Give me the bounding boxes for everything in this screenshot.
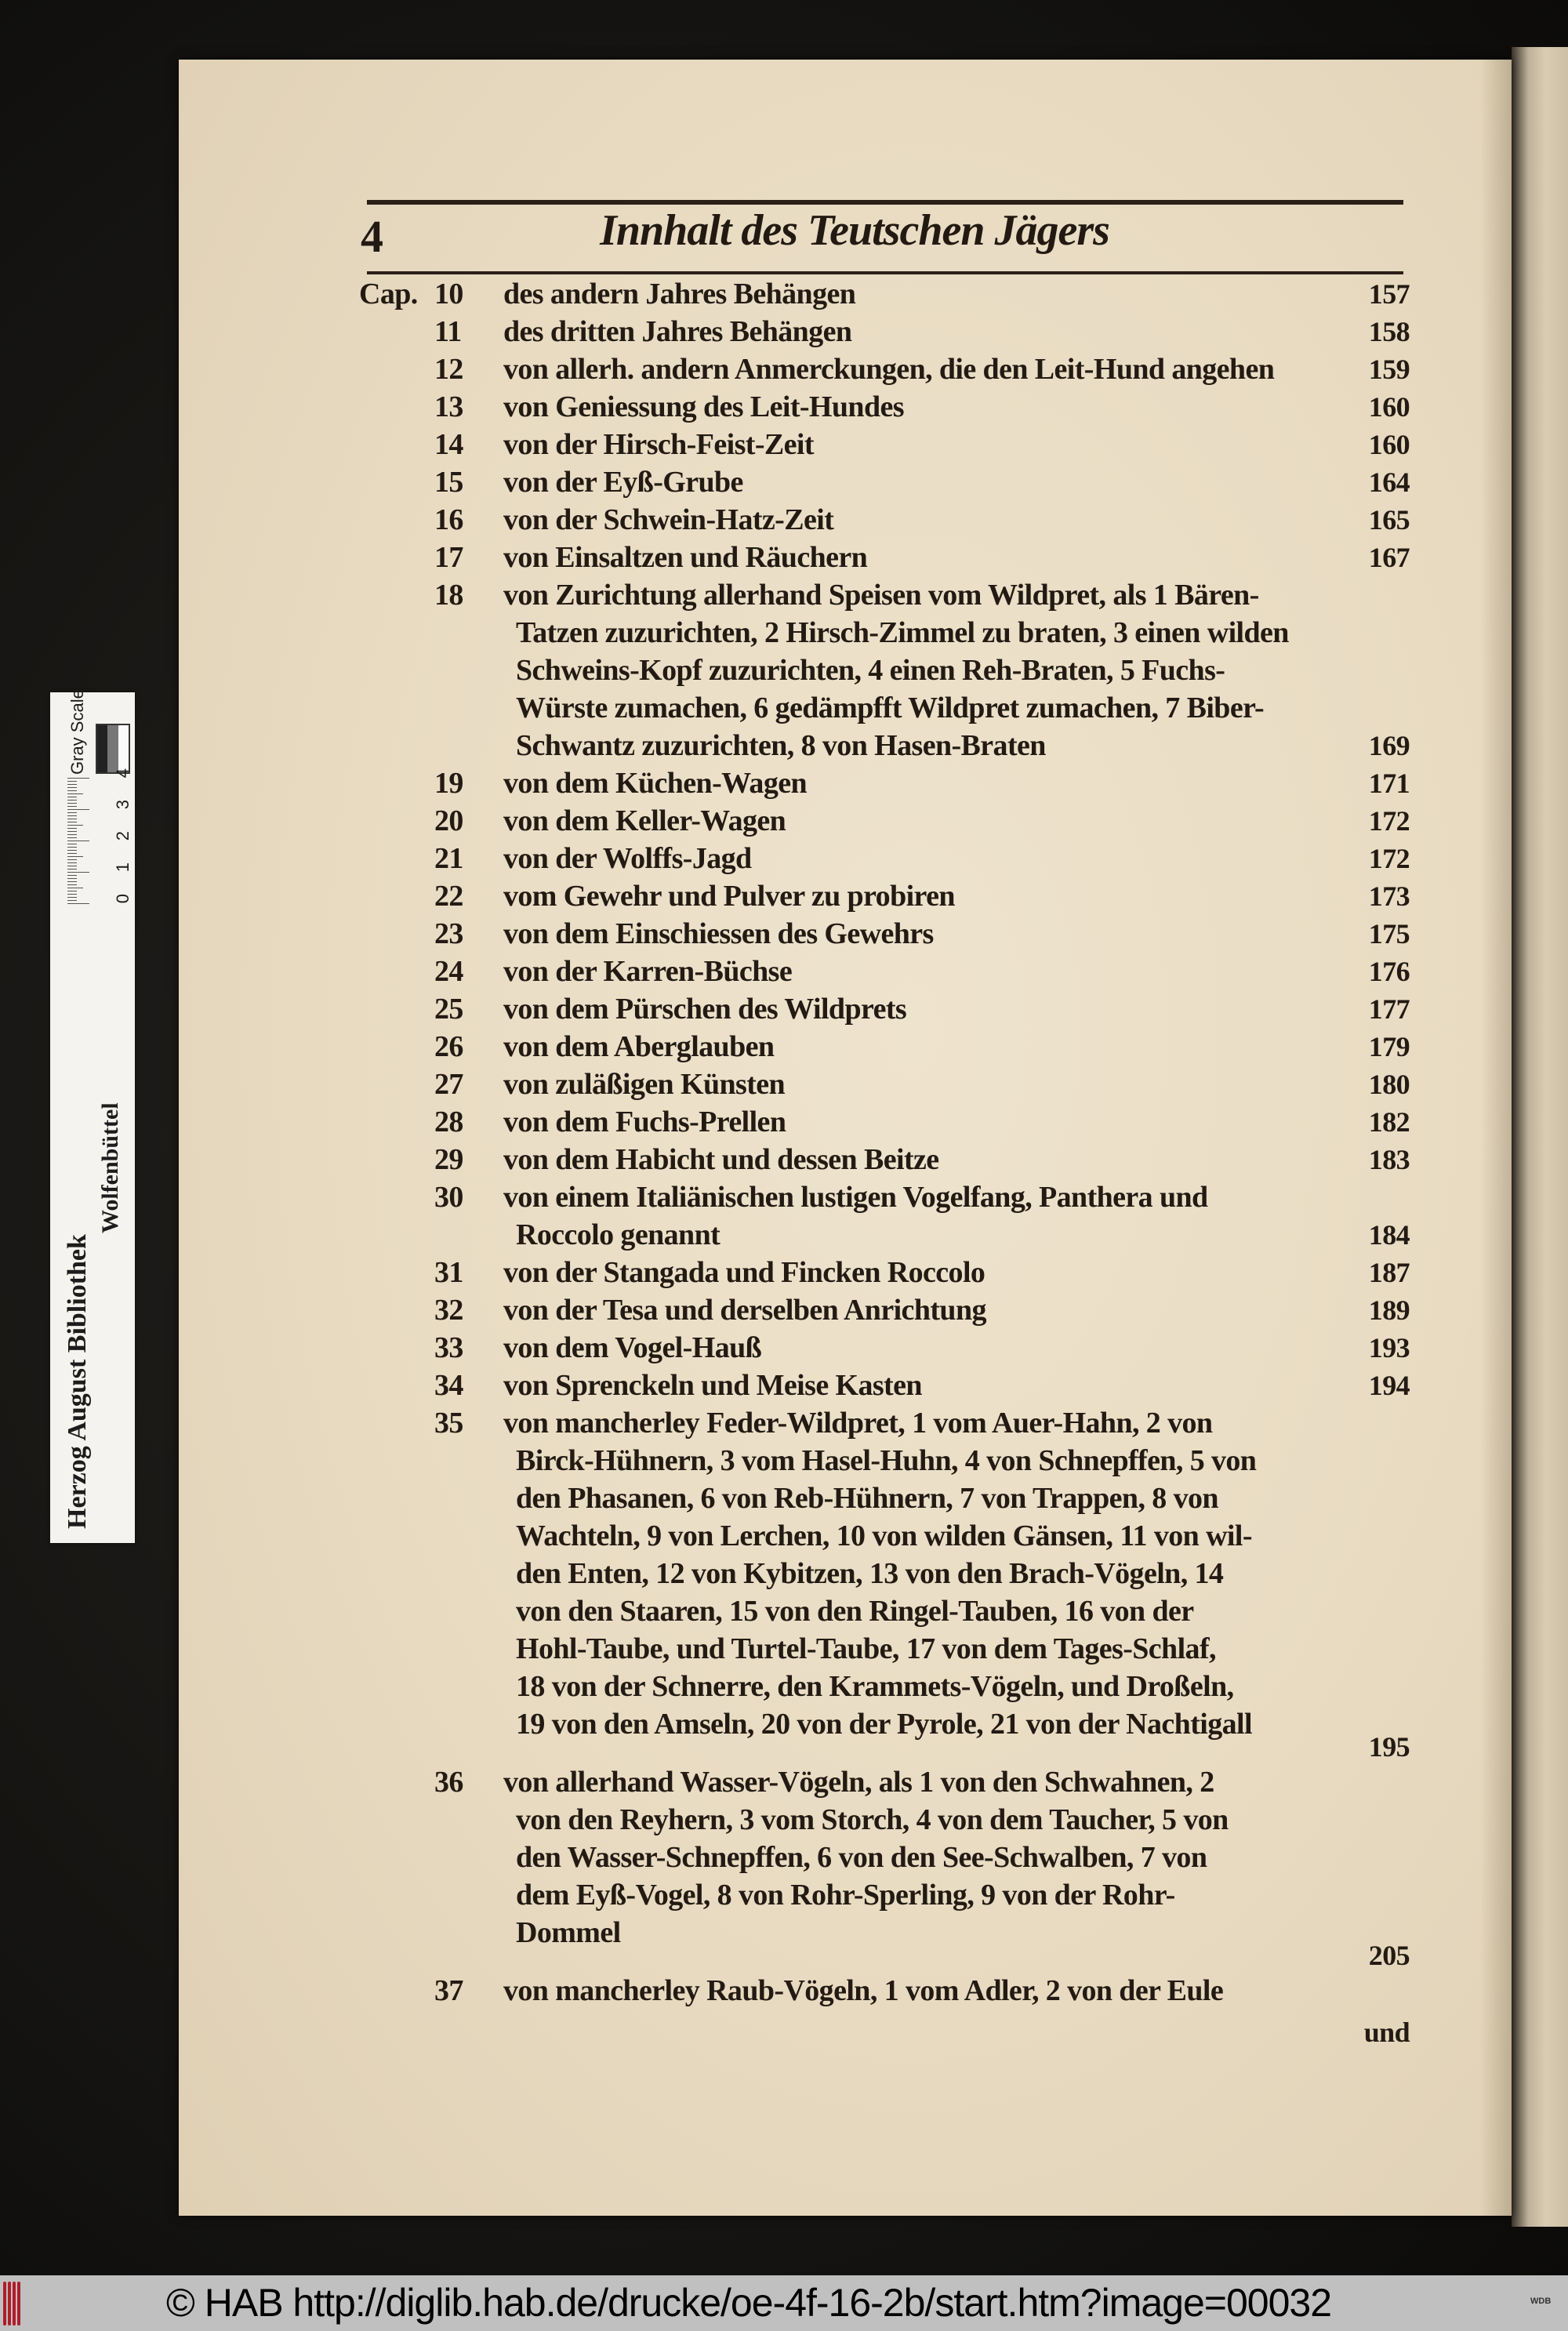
gray-patch-gray [107, 725, 118, 772]
chapter-number: 25 [434, 993, 463, 1026]
chapter-title: von dem Küchen-Wagen [503, 767, 808, 800]
page-reference: 182 [1368, 1106, 1410, 1138]
toc-entry [359, 802, 1410, 840]
page-reference: 195 [1368, 1731, 1410, 1763]
copyright-url[interactable]: © HAB http://diglib.hab.de/drucke/oe-4f-16-2b/start.htm?image=00032 [166, 2281, 1332, 2325]
chapter-title: von dem Habicht und dessen Beitze [503, 1143, 939, 1176]
chapter-number: 33 [434, 1331, 463, 1364]
toc-entry-continuation [359, 1914, 1410, 1952]
page-number: 4 [361, 211, 383, 262]
ruler-tick [67, 894, 77, 895]
toc-entry [359, 1254, 1410, 1291]
ruler-tick [67, 884, 77, 885]
toc-entry [359, 1404, 1410, 1442]
toc-entry [359, 1367, 1410, 1404]
ruler-tick [67, 903, 89, 904]
page-reference: 167 [1368, 542, 1410, 573]
chapter-title: Hohl-Taube, und Turtel-Taube, 17 von dem Tages-Schlaf, [516, 1632, 1216, 1665]
chapter-title: den Wasser-Schnepffen, 6 von den See-Schwalben, 7 von [516, 1841, 1207, 1874]
ruler-tick [67, 856, 83, 857]
ruler-tick [67, 862, 77, 863]
page-reference: 177 [1368, 993, 1410, 1025]
chapter-title: Birck-Hühnern, 3 vom Hasel-Huhn, 4 von Schnepffen, 5 von [516, 1444, 1257, 1477]
toc-entry-continuation [359, 1876, 1410, 1914]
ruler-tick [67, 850, 77, 851]
footer-mark: WDB [1530, 2297, 1552, 2306]
chapter-number: 32 [434, 1294, 463, 1327]
toc-entry-continuation [359, 1839, 1410, 1876]
toc-entry-continuation [359, 1668, 1410, 1705]
chapter-title: von allerh. andern Anmerckungen, die den Leit-Hund angehen [503, 353, 1275, 386]
chapter-title: von Geniessung des Leit-Hundes [503, 390, 904, 423]
toc-entry [359, 1763, 1410, 1801]
page-reference: 159 [1368, 354, 1410, 385]
hab-logo-icon [3, 2282, 20, 2326]
chapter-title: von der Tesa und derselben Anrichtung [503, 1294, 986, 1327]
chapter-number: 30 [434, 1181, 463, 1214]
chapter-number: 37 [434, 1974, 463, 2007]
header-top-rule [367, 200, 1403, 205]
page-reference: 172 [1368, 805, 1410, 837]
toc-entry [359, 313, 1410, 350]
toc-entry [359, 953, 1410, 990]
toc-entry-continuation [359, 689, 1410, 727]
chapter-number: 10 [434, 278, 463, 310]
chapter-title: 19 von den Amseln, 20 von der Pyrole, 21 von der Nachtigall [516, 1708, 1252, 1741]
toc-entry-continuation [359, 1705, 1410, 1743]
page-reference: 194 [1368, 1370, 1410, 1401]
chapter-title: Dommel [516, 1916, 621, 1949]
toc-entry [359, 915, 1410, 953]
ruler-tick [67, 847, 77, 848]
page-reference: 172 [1368, 843, 1410, 874]
chapter-number: 16 [434, 503, 463, 536]
toc-entry [359, 576, 1410, 614]
chapter-number: 11 [434, 315, 462, 348]
chapter-number: 17 [434, 541, 463, 574]
page-reference: 158 [1368, 316, 1410, 347]
toc-entry-continuation [359, 727, 1410, 764]
toc-entry-continuation [359, 1555, 1410, 1592]
toc-entry [359, 1178, 1410, 1216]
chapter-title: von allerhand Wasser-Vögeln, als 1 von den Schwahnen, 2 [503, 1766, 1214, 1799]
catchword-row [359, 2010, 1410, 2055]
toc-entry [359, 275, 1410, 313]
chapter-title: von mancherley Raub-Vögeln, 1 vom Adler, 2 von der Eule [503, 1974, 1224, 2007]
institution-name: Herzog August Bibliothek [63, 1234, 92, 1529]
toc-entry-continuation [359, 1216, 1410, 1254]
ruler-tick [67, 875, 77, 876]
chapter-title: von Sprenckeln und Meise Kasten [503, 1369, 922, 1402]
toc-entry [359, 1066, 1410, 1103]
catchword: und [1363, 2017, 1410, 2048]
toc-entry [359, 840, 1410, 877]
color-scale-card [50, 689, 135, 1543]
chapter-number: 13 [434, 390, 463, 423]
ruler-tick [67, 787, 77, 788]
page-reference: 183 [1368, 1144, 1410, 1175]
chapter-title: des dritten Jahres Behängen [503, 315, 852, 348]
toc-entry [359, 877, 1410, 915]
page-reference: 171 [1368, 768, 1410, 799]
chapter-title: von dem Pürschen des Wildprets [503, 993, 907, 1026]
chapter-title: dem Eyß-Vogel, 8 von Rohr-Sperling, 9 von der Rohr- [516, 1879, 1175, 1912]
chapter-title: von einem Italiänischen lustigen Vogelfang, Panthera und [503, 1181, 1208, 1214]
toc-entry [359, 764, 1410, 802]
page-reference: 193 [1368, 1332, 1410, 1363]
ruler-tick [67, 793, 83, 794]
chapter-title: den Enten, 12 von Kybitzen, 13 von den Brach-Vögeln, 14 [516, 1557, 1224, 1590]
page-reference: 180 [1368, 1069, 1410, 1100]
chapter-number: 23 [434, 917, 463, 950]
chapter-number: 24 [434, 955, 463, 988]
chapter-title: von dem Vogel-Hauß [503, 1331, 762, 1364]
chapter-title: von der Stangada und Fincken Roccolo [503, 1256, 985, 1289]
chapter-title: von Einsaltzen und Räuchern [503, 541, 868, 574]
chapter-title: von den Reyhern, 3 vom Storch, 4 von dem Taucher, 5 von [516, 1803, 1229, 1836]
chapter-title: von dem Fuchs-Prellen [503, 1106, 786, 1138]
toc-entry [359, 1329, 1410, 1367]
toc-entry [359, 350, 1410, 388]
ruler-tick [67, 800, 77, 801]
facing-page-edge [1512, 47, 1568, 2227]
institution-city: Wolfenbüttel [97, 1102, 123, 1233]
ruler-tick [67, 897, 77, 898]
toc-entry-continuation [359, 652, 1410, 689]
chapter-number: 36 [434, 1766, 463, 1799]
ruler-tick [67, 828, 77, 829]
toc-page-reference-row [359, 1940, 1410, 1972]
chapter-number: 26 [434, 1030, 463, 1063]
toc-entry-continuation [359, 1630, 1410, 1668]
toc-entry [359, 990, 1410, 1028]
chapter-title: von der Hirsch-Feist-Zeit [503, 428, 814, 461]
chapter-number: 27 [434, 1068, 463, 1101]
page-reference: 175 [1368, 918, 1410, 949]
chapter-number: 35 [434, 1407, 463, 1440]
page-reference: 176 [1368, 956, 1410, 987]
chapter-number: 20 [434, 804, 463, 837]
page-reference: 164 [1368, 467, 1410, 498]
chapter-number: 29 [434, 1143, 463, 1176]
page-reference: 173 [1368, 880, 1410, 912]
ruler-tick [67, 900, 77, 901]
ruler-tick [67, 831, 77, 832]
toc-entry-continuation [359, 614, 1410, 652]
ruler-tick [67, 872, 89, 873]
page-reference: 205 [1368, 1940, 1410, 1971]
chapter-title: von den Staaren, 15 von den Ringel-Tauben, 16 von der [516, 1595, 1194, 1628]
chapter-number: 12 [434, 353, 463, 386]
gray-patch-white [118, 725, 129, 772]
toc-entry [359, 501, 1410, 539]
chapter-title: von dem Keller-Wagen [503, 804, 786, 837]
chapter-title: des andern Jahres Behängen [503, 278, 856, 310]
ruler-tick [67, 834, 77, 835]
chapter-number: 22 [434, 880, 463, 913]
page-reference: 165 [1368, 504, 1410, 536]
gray-scale-label: Gray Scale [67, 689, 87, 775]
page-reference: 187 [1368, 1257, 1410, 1288]
toc-entry-continuation [359, 1592, 1410, 1630]
ruler-label: 2 [113, 831, 132, 841]
page-reference: 160 [1368, 429, 1410, 460]
toc-entry-continuation [359, 1442, 1410, 1480]
ruler-label: 1 [113, 862, 132, 873]
toc-entry [359, 426, 1410, 463]
chapter-title: vom Gewehr und Pulver zu probiren [503, 880, 955, 913]
chapter-title: von mancherley Feder-Wildpret, 1 vom Auer-Hahn, 2 von [503, 1407, 1213, 1440]
ruler-tick [67, 881, 77, 882]
ruler-tick [67, 837, 77, 838]
page-reference: 184 [1368, 1219, 1410, 1251]
ruler-tick [67, 859, 77, 860]
chapter-title: von der Eyß-Grube [503, 466, 743, 499]
chapter-label: Cap. [359, 278, 418, 310]
gray-patch-black [97, 725, 107, 772]
page-reference: 160 [1368, 391, 1410, 423]
page-reference: 179 [1368, 1031, 1410, 1062]
ruler-label: 4 [113, 768, 132, 779]
ruler-tick [67, 784, 77, 785]
chapter-title: Wachteln, 9 von Lerchen, 10 von wilden Gänsen, 11 von wil- [516, 1520, 1252, 1552]
toc-entry [359, 388, 1410, 426]
chapter-title: von dem Einschiessen des Gewehrs [503, 917, 934, 950]
ruler-tick [67, 815, 77, 816]
chapter-title: 18 von der Schnerre, den Krammets-Vögeln, und Droßeln, [516, 1670, 1234, 1703]
chapter-title: Schweins-Kopf zuzurichten, 4 einen Reh-Braten, 5 Fuchs- [516, 654, 1225, 687]
toc-entry [359, 1141, 1410, 1178]
chapter-title: von der Wolffs-Jagd [503, 842, 752, 875]
footer-bar [0, 2275, 1568, 2331]
ruler-tick [67, 790, 77, 791]
ruler-label: 0 [113, 894, 132, 904]
chapter-title: Tatzen zuzurichten, 2 Hirsch-Zimmel zu braten, 3 einen wilden [516, 616, 1289, 649]
toc-entry [359, 463, 1410, 501]
ruler-tick [67, 812, 77, 813]
ruler-tick [67, 778, 89, 779]
toc-entry-continuation [359, 1480, 1410, 1517]
ruler-tick [67, 809, 89, 810]
page-reference: 157 [1368, 278, 1410, 310]
chapter-number: 31 [434, 1256, 463, 1289]
toc-entry [359, 1103, 1410, 1141]
ruler-tick [67, 825, 83, 826]
chapter-title: von dem Aberglauben [503, 1030, 775, 1063]
chapter-number: 28 [434, 1106, 463, 1138]
ruler-tick [67, 869, 77, 870]
ruler-tick [67, 878, 77, 879]
chapter-title: von zuläßigen Künsten [503, 1068, 786, 1101]
chapter-title: von der Karren-Büchse [503, 955, 793, 988]
ruler-label: 3 [113, 800, 132, 810]
chapter-title: von Zurichtung allerhand Speisen vom Wildpret, als 1 Bären- [503, 579, 1259, 612]
toc-entry [359, 1291, 1410, 1329]
ruler-tick [67, 853, 77, 854]
chapter-number: 14 [434, 428, 463, 461]
running-title: Innhalt des Teutschen Jägers [600, 206, 1109, 255]
toc-entry [359, 1028, 1410, 1066]
chapter-title: den Phasanen, 6 von Reb-Hühnern, 7 von Trappen, 8 von [516, 1482, 1218, 1515]
chapter-number: 34 [434, 1369, 463, 1402]
chapter-title: Roccolo genannt [516, 1218, 720, 1251]
page-reference: 189 [1368, 1294, 1410, 1326]
page-reference: 169 [1368, 730, 1410, 761]
toc-entry [359, 539, 1410, 576]
ruler-tick [67, 803, 77, 804]
ruler-tick [67, 781, 77, 782]
chapter-title: Würste zumachen, 6 gedämpfft Wildpret zumachen, 7 Biber- [516, 692, 1264, 724]
toc-page-reference-row [359, 1731, 1410, 1763]
chapter-number: 19 [434, 767, 463, 800]
chapter-title: von der Schwein-Hatz-Zeit [503, 503, 834, 536]
chapter-number: 15 [434, 466, 463, 499]
chapter-title: Schwantz zuzurichten, 8 von Hasen-Braten [516, 729, 1046, 762]
toc-entry-continuation [359, 1517, 1410, 1555]
toc-entry [359, 1972, 1410, 2010]
chapter-number: 18 [434, 579, 463, 612]
table-of-contents [359, 275, 1410, 2055]
gray-scale-patches [96, 724, 130, 774]
header-bottom-rule [367, 271, 1403, 274]
toc-entry-continuation [359, 1801, 1410, 1839]
ruler-tick [67, 806, 77, 807]
chapter-number: 21 [434, 842, 463, 875]
